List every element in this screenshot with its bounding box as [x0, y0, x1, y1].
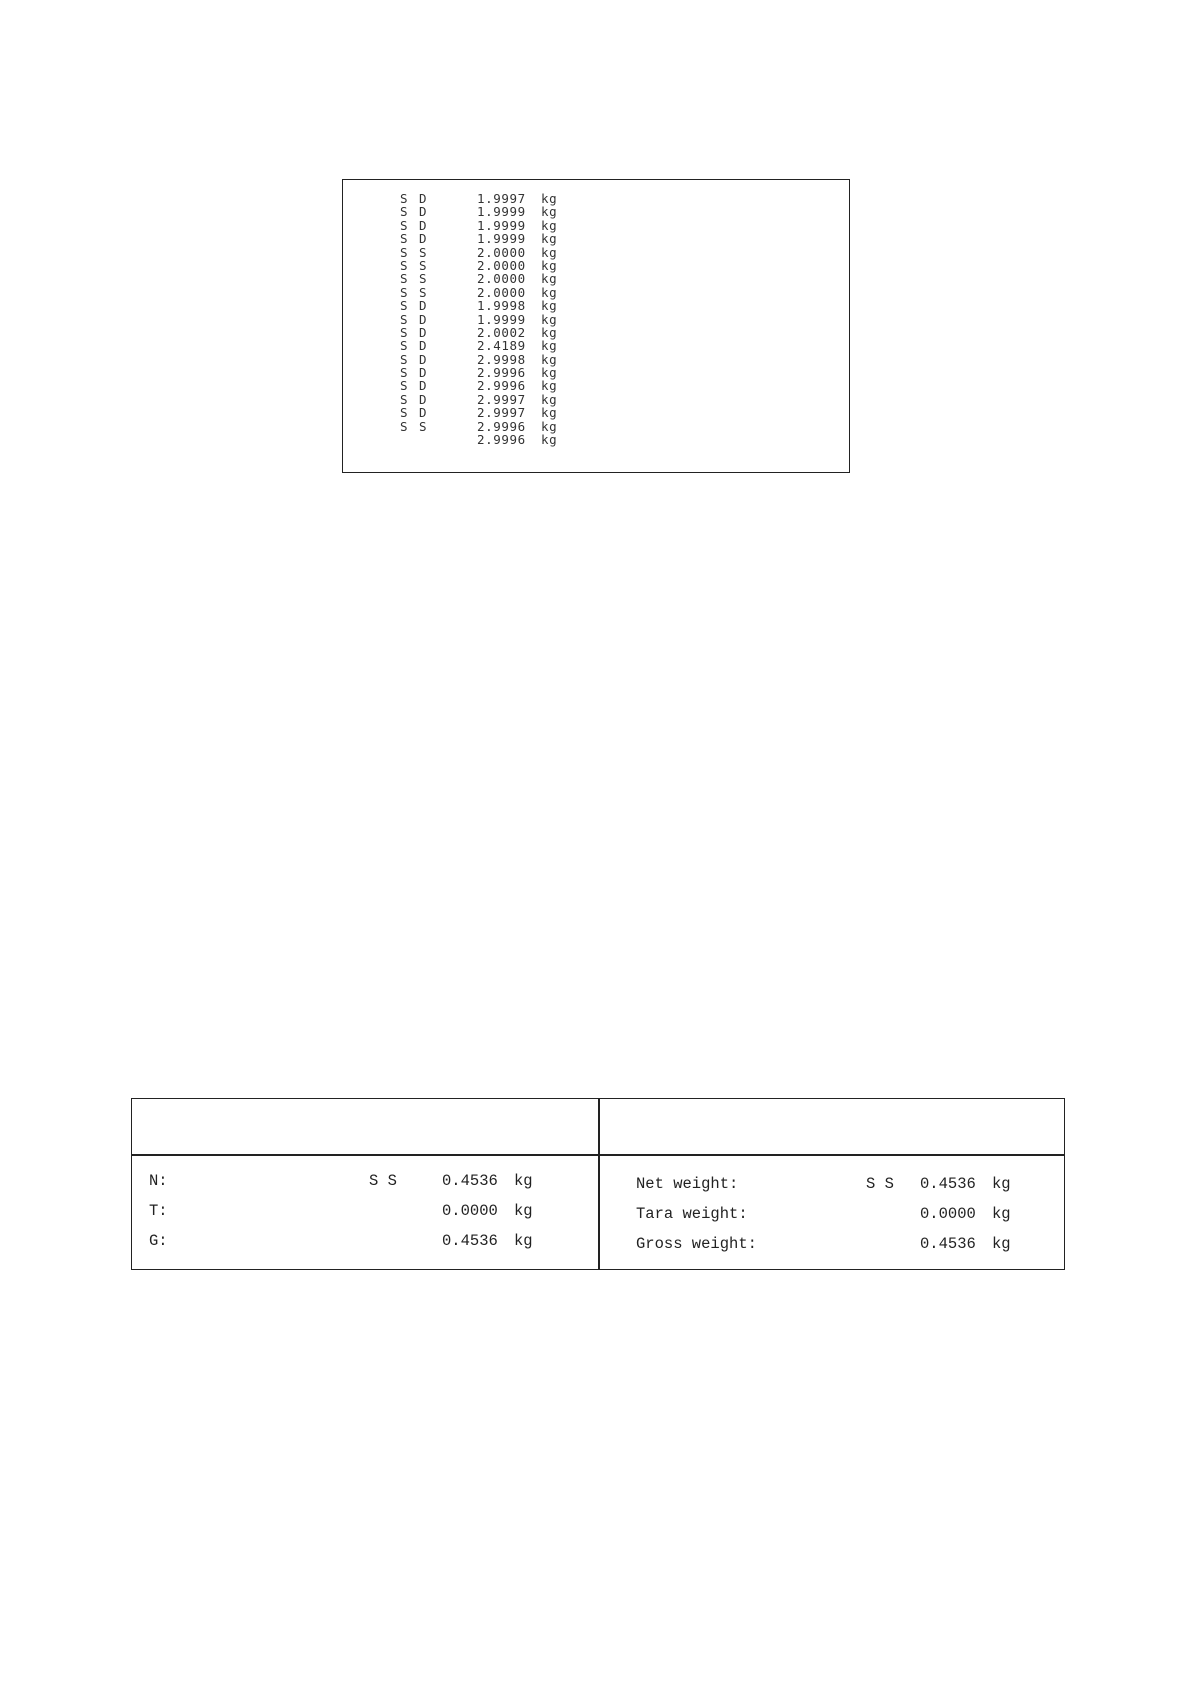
stability-flag: S [400, 298, 409, 314]
weight-unit: kg [541, 351, 558, 367]
weight-unit: kg [541, 217, 558, 233]
weight-value: 2.0000 [477, 284, 526, 300]
weight-value: 1.9997 [477, 191, 526, 206]
weight-unit: kg [541, 298, 558, 314]
weight-value: 2.9996 [477, 418, 526, 434]
weight-unit: kg [514, 1202, 533, 1220]
status-flag: S [419, 271, 428, 287]
stability-flag: S S [866, 1175, 894, 1193]
weight-value: 0.0000 [920, 1205, 976, 1223]
stability-flag: S [400, 217, 409, 233]
weight-value: 1.9998 [477, 298, 526, 314]
row-label: Gross weight: [636, 1235, 757, 1253]
stability-flag: S [400, 391, 409, 407]
status-flag: D [419, 191, 428, 206]
status-flag: S [419, 284, 428, 300]
weight-value: 1.9999 [477, 217, 526, 233]
stability-flag: S [400, 351, 409, 367]
stability-flag: S [400, 284, 409, 300]
stability-flag: S [400, 324, 409, 340]
weight-unit: kg [541, 432, 558, 448]
row-label: T: [149, 1202, 168, 1220]
weight-value: 2.9998 [477, 351, 526, 367]
status-flag: D [419, 217, 428, 233]
status-flag: D [419, 365, 428, 381]
status-flag: D [419, 204, 428, 220]
weight-value: 0.0000 [442, 1202, 498, 1220]
printout-box [342, 179, 850, 473]
long-label-column [600, 1155, 1064, 1270]
stability-flag: S [400, 204, 409, 220]
stability-flag: S S [369, 1172, 397, 1190]
weight-unit: kg [541, 418, 558, 434]
stability-flag: S [400, 191, 409, 206]
stability-flag: S [400, 365, 409, 381]
weight-unit: kg [541, 204, 558, 220]
row-label: G: [149, 1232, 168, 1250]
weight-unit: kg [992, 1235, 1011, 1253]
weight-value: 2.4189 [477, 338, 526, 354]
long-label-row [600, 1234, 1064, 1254]
weight-value: 0.4536 [920, 1235, 976, 1253]
long-label-row [600, 1174, 1064, 1194]
weight-unit: kg [541, 405, 558, 421]
long-label-row [600, 1204, 1064, 1224]
short-label-column [132, 1155, 598, 1270]
status-flag: S [419, 257, 428, 273]
weight-value: 2.9996 [477, 378, 526, 394]
weight-value: 0.4536 [442, 1172, 498, 1190]
weight-unit: kg [541, 244, 558, 260]
weight-unit: kg [992, 1175, 1011, 1193]
status-flag: D [419, 298, 428, 314]
status-flag: D [419, 311, 428, 327]
weight-value: 1.9999 [477, 311, 526, 327]
weight-unit: kg [541, 365, 558, 381]
weight-unit: kg [514, 1232, 533, 1250]
weight-value: 2.9996 [477, 365, 526, 381]
weight-unit: kg [541, 257, 558, 273]
row-label: Net weight: [636, 1175, 739, 1193]
weight-value: 2.9996 [477, 432, 526, 448]
weight-unit: kg [541, 391, 558, 407]
status-flag: D [419, 338, 428, 354]
weight-value: 2.0000 [477, 257, 526, 273]
weight-unit: kg [541, 191, 558, 206]
weight-unit: kg [992, 1205, 1011, 1223]
stability-flag: S [400, 257, 409, 273]
status-flag: S [419, 244, 428, 260]
stability-flag: S [400, 338, 409, 354]
status-flag: D [419, 324, 428, 340]
status-flag: D [419, 391, 428, 407]
status-flag: S [419, 418, 428, 434]
weight-value: 0.4536 [920, 1175, 976, 1193]
weight-unit: kg [541, 271, 558, 287]
row-label: Tara weight: [636, 1205, 748, 1223]
row-label: N: [149, 1172, 168, 1190]
stability-flag: S [400, 405, 409, 421]
stability-flag: S [400, 231, 409, 247]
weight-unit: kg [541, 338, 558, 354]
weight-value: 2.0002 [477, 324, 526, 340]
status-flag: D [419, 231, 428, 247]
weight-value: 2.0000 [477, 271, 526, 287]
weight-value: 2.9997 [477, 405, 526, 421]
weight-unit: kg [541, 231, 558, 247]
weight-unit: kg [514, 1172, 533, 1190]
stability-flag: S [400, 378, 409, 394]
weight-value: 0.4536 [442, 1232, 498, 1250]
weight-unit: kg [541, 311, 558, 327]
stability-flag: S [400, 311, 409, 327]
status-flag: D [419, 378, 428, 394]
stability-flag: S [400, 418, 409, 434]
weight-unit: kg [541, 378, 558, 394]
short-label-row [132, 1231, 598, 1251]
status-flag: D [419, 405, 428, 421]
stability-flag: S [400, 244, 409, 260]
weight-unit: kg [541, 284, 558, 300]
weight-unit: kg [541, 324, 558, 340]
short-label-row [132, 1171, 598, 1191]
weight-value: 1.9999 [477, 204, 526, 220]
short-label-row [132, 1201, 598, 1221]
weight-value: 2.0000 [477, 244, 526, 260]
weight-value: 1.9999 [477, 231, 526, 247]
status-flag: D [419, 351, 428, 367]
stability-flag: S [400, 271, 409, 287]
comparison-table [131, 1098, 1065, 1270]
weight-value: 2.9997 [477, 391, 526, 407]
